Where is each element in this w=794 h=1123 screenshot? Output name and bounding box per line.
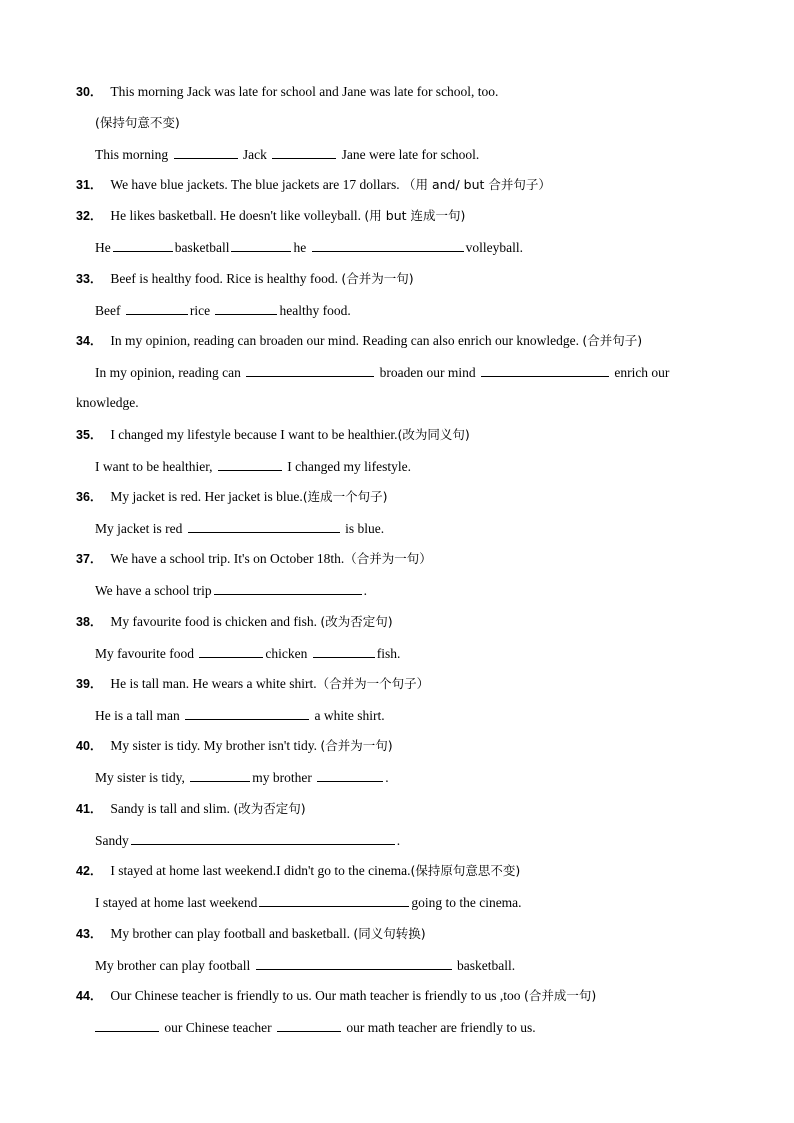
answer-blank[interactable]	[272, 145, 336, 159]
answer-text: basketball	[174, 240, 230, 255]
question-text: I stayed at home last weekend.I didn't go to the cinema.	[110, 863, 411, 878]
answer-blank[interactable]	[246, 363, 374, 377]
answer-text: I changed my lifestyle.	[287, 459, 412, 474]
question-text: My brother can play football and basketball.	[110, 926, 350, 941]
answer-30	[95, 145, 479, 164]
answer-text: We have a school trip	[95, 583, 212, 598]
question-43	[76, 925, 426, 943]
instruction-note: (用 but 连成一句)	[364, 208, 466, 223]
answer-text: our Chinese teacher	[164, 1020, 272, 1035]
instruction-note: (连成一个句子)	[302, 489, 388, 504]
answer-text: a white shirt.	[314, 708, 385, 723]
question-number: 38．	[76, 615, 103, 629]
question-number: 35．	[76, 428, 103, 442]
answer-37	[95, 581, 367, 600]
question-42	[76, 862, 520, 880]
answer-32	[95, 238, 523, 257]
answer-text: I want to be healthier,	[95, 459, 213, 474]
instruction-note: (合并成一句)	[523, 988, 597, 1003]
answer-text: He is a tall man	[95, 708, 180, 723]
question-30	[76, 83, 498, 101]
question-34	[76, 332, 642, 350]
answer-text: rice	[189, 303, 211, 318]
instruction-note: (合并为一句)	[341, 271, 414, 286]
answer-blank[interactable]	[259, 893, 409, 907]
question-text: My jacket is red. Her jacket is blue.	[110, 489, 303, 504]
answer-41	[95, 831, 400, 850]
answer-blank[interactable]	[131, 831, 395, 845]
answer-39	[95, 706, 385, 725]
instruction-note: (保持句意不变)	[95, 115, 180, 130]
answer-text: fish.	[376, 646, 401, 661]
answer-blank[interactable]	[231, 238, 291, 252]
instruction-note: (合并句子)	[582, 333, 643, 348]
answer-text: basketball.	[456, 958, 516, 973]
answer-text: Sandy	[95, 833, 129, 848]
answer-text: our math teacher are friendly to us.	[346, 1020, 536, 1035]
answer-43	[95, 956, 515, 975]
answer-blank[interactable]	[95, 1018, 159, 1032]
question-number: 43．	[76, 927, 103, 941]
question-text: He is tall man. He wears a white shirt.	[110, 676, 317, 691]
answer-34	[95, 363, 669, 382]
question-31	[76, 176, 551, 194]
question-text: I changed my lifestyle because I want to be healthier.	[110, 427, 398, 442]
answer-text: .	[396, 833, 401, 848]
answer-text: I stayed at home last weekend	[95, 895, 258, 910]
question-41	[76, 800, 306, 818]
question-number: 39．	[76, 677, 103, 691]
answer-text: Beef	[95, 303, 121, 318]
question-text: He likes basketball. He doesn't like volleyball.	[110, 208, 362, 223]
question-number: 41．	[76, 802, 103, 816]
answer-blank[interactable]	[312, 238, 464, 252]
answer-text: This morning	[95, 147, 169, 162]
question-number: 40．	[76, 739, 103, 753]
instruction-note: (改为否定句)	[320, 614, 393, 629]
answer-44	[95, 1018, 536, 1037]
question-number: 42．	[76, 864, 103, 878]
question-number: 30．	[76, 85, 103, 99]
question-38	[76, 613, 393, 631]
answer-text: He	[95, 240, 111, 255]
question-number: 37．	[76, 552, 103, 566]
answer-text: broaden our mind	[379, 365, 476, 380]
question-number: 32．	[76, 209, 103, 223]
answer-text: is blue.	[345, 521, 385, 536]
instruction-note: (改为否定句)	[233, 801, 306, 816]
answer-blank[interactable]	[126, 301, 188, 315]
question-text: Our Chinese teacher is friendly to us. Our math teacher is friendly to us ,too	[110, 988, 521, 1003]
answer-text: chicken	[265, 646, 308, 661]
answer-blank[interactable]	[188, 519, 340, 533]
question-text: In my opinion, reading can broaden our mind. Reading can also enrich our knowledge.	[110, 333, 580, 348]
instruction-note: (合并为一句)	[320, 738, 393, 753]
instruction-note: （用 and/ but 合并句子）	[402, 177, 551, 192]
answer-text: .	[385, 770, 389, 785]
answer-blank[interactable]	[185, 706, 309, 720]
question-text: Beef is healthy food. Rice is healthy food.	[110, 271, 338, 286]
question-35	[76, 426, 470, 444]
question-number: 44．	[76, 989, 103, 1003]
question-text: My favourite food is chicken and fish.	[110, 614, 317, 629]
answer-34-continued	[76, 394, 139, 412]
answer-text: knowledge.	[76, 395, 139, 410]
answer-blank[interactable]	[214, 581, 362, 595]
answer-text: he	[293, 240, 307, 255]
answer-blank[interactable]	[199, 644, 263, 658]
question-33	[76, 270, 414, 288]
answer-38	[95, 644, 400, 663]
answer-blank[interactable]	[218, 457, 282, 471]
instruction-note: （合并为一个句子）	[316, 676, 430, 691]
instruction-note: (同义句转换)	[353, 926, 426, 941]
question-number: 33．	[76, 272, 103, 286]
answer-blank[interactable]	[277, 1018, 341, 1032]
answer-text: volleyball.	[465, 240, 523, 255]
question-number: 36．	[76, 490, 103, 504]
instruction-note: （合并为一句）	[344, 551, 432, 566]
question-text: My sister is tidy. My brother isn't tidy.	[110, 738, 317, 753]
answer-blank[interactable]	[215, 301, 277, 315]
answer-text: My brother can play football	[95, 958, 251, 973]
answer-35	[95, 457, 411, 476]
question-text: This morning Jack was late for school and Jane was late for school, too.	[110, 84, 499, 99]
answer-blank[interactable]	[317, 768, 383, 782]
question-36	[76, 488, 387, 506]
answer-text: healthy food.	[279, 303, 351, 318]
question-37	[76, 550, 432, 568]
answer-blank[interactable]	[481, 363, 609, 377]
answer-text: my brother	[252, 770, 312, 785]
answer-blank[interactable]	[313, 644, 375, 658]
answer-text: My favourite food	[95, 646, 194, 661]
answer-text: My jacket is red	[95, 521, 183, 536]
answer-text: In my opinion, reading can	[95, 365, 241, 380]
answer-text: Jack	[242, 147, 267, 162]
answer-text: .	[363, 583, 367, 598]
answer-blank[interactable]	[113, 238, 173, 252]
question-39	[76, 675, 429, 693]
question-40	[76, 737, 393, 755]
answer-blank[interactable]	[190, 768, 250, 782]
answer-42	[95, 893, 522, 912]
instruction-note: (保持原句意思不变)	[410, 863, 521, 878]
answer-text: going to the cinema.	[411, 895, 522, 910]
answer-blank[interactable]	[174, 145, 238, 159]
answer-blank[interactable]	[256, 956, 452, 970]
question-32	[76, 207, 465, 225]
instruction-note: (改为同义句)	[397, 427, 470, 442]
answer-text: enrich our	[614, 365, 670, 380]
question-text: Sandy is tall and slim.	[110, 801, 231, 816]
question-44	[76, 987, 596, 1005]
question-30-instruction	[95, 114, 180, 132]
question-number: 34．	[76, 334, 103, 348]
answer-40	[95, 768, 389, 787]
question-text: We have a school trip. It's on October 18th.	[110, 551, 345, 566]
question-number: 31．	[76, 178, 103, 192]
answer-33	[95, 301, 351, 320]
answer-36	[95, 519, 384, 538]
question-text: We have blue jackets. The blue jackets are 17 dollars.	[110, 177, 400, 192]
answer-text: My sister is tidy,	[95, 770, 185, 785]
answer-text: Jane were late for school.	[341, 147, 480, 162]
